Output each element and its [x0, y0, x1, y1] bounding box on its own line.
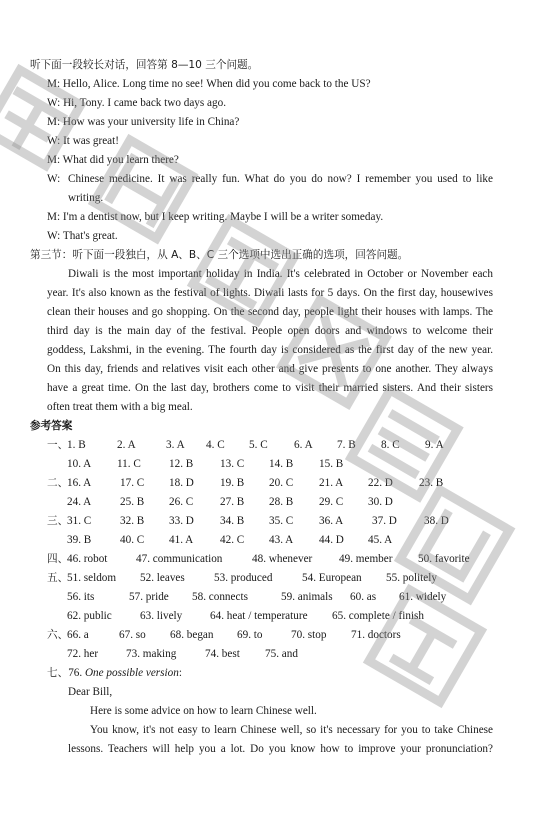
dialogue-line	[47, 134, 119, 148]
answer-item: 9. A	[425, 439, 444, 451]
answer-item: 53. produced	[214, 572, 273, 584]
answer-item: 73. making	[126, 648, 177, 660]
utterance: Hello, Alice. Long time no see! When did you come back to the US?	[62, 78, 371, 90]
answer-item: 4. C	[206, 439, 225, 451]
answer-item: 61. widely	[399, 591, 447, 603]
answer-prefix: 四、	[47, 553, 69, 565]
monologue-line: On this day, friends and relatives visit each other and give presents to one another. They always	[47, 363, 493, 375]
answer-item: 35. C	[269, 515, 294, 527]
answer-item: 63. lively	[140, 610, 183, 622]
answer-item: 7. B	[337, 439, 356, 451]
answer-item: 33. D	[169, 515, 194, 527]
answer-item: 17. C	[120, 477, 145, 489]
answer-item: 65. complete / finish	[332, 610, 424, 622]
monologue-line: Diwali is the most important holiday in India. It's celebrated in October or November each	[68, 268, 493, 280]
answer-item: 70. stop	[291, 629, 327, 641]
answer-item: 16. A	[67, 477, 92, 489]
monologue-line: year. It's also known as the festival of lights. Diwali lasts for 5 days. On the first day, housewives	[47, 287, 493, 299]
answer-item: 50. favorite	[418, 553, 470, 565]
section-3-header: 第三节：听下面一段独白，从 A、B、C 三个选项中选出正确的选项，回答问题。	[30, 249, 409, 261]
answer-item: 39. B	[67, 534, 92, 546]
letter-line: You know, it's not easy to learn Chinese well, so it's necessary for you to take Chinese	[90, 724, 493, 736]
monologue-line: clean their houses and go shopping. On the second day, people light their houses with lamps. The	[47, 306, 493, 318]
answer-item: 24. A	[67, 496, 92, 508]
answer-item: 29. C	[319, 496, 344, 508]
speaker: M:	[47, 78, 61, 90]
version-label: One possible version	[84, 667, 179, 679]
answer-item: 57. pride	[129, 591, 169, 603]
answer-item: 28. B	[269, 496, 294, 508]
answer-item: 74. best	[205, 648, 240, 660]
answer-item: 68. began	[170, 629, 214, 641]
answer-item: 40. C	[120, 534, 145, 546]
answer-item: 49. member	[339, 553, 393, 565]
answer-item: 10. A	[67, 458, 92, 470]
speaker: M:	[47, 154, 61, 166]
answer-item: 69. to	[237, 629, 263, 641]
answer-item: 51. seldom	[67, 572, 117, 584]
monologue-line: often treat them with a big meal.	[47, 401, 193, 413]
answer-prefix: 五、	[47, 572, 69, 584]
answer-item: 62. public	[67, 610, 112, 622]
dialogue-line	[47, 210, 383, 224]
answer-item: 25. B	[120, 496, 145, 508]
answer-item: 2. A	[117, 439, 136, 451]
answer-item: 11. C	[117, 458, 141, 470]
answer-item: 8. C	[381, 439, 400, 451]
answer-item: 14. B	[269, 458, 294, 470]
answer-item: 5. C	[249, 439, 268, 451]
answer-item: 21. A	[319, 477, 344, 489]
dialogue-line	[47, 153, 179, 167]
answer-item: 54. European	[302, 572, 362, 584]
colon: :	[178, 667, 182, 679]
monologue-line: third day is the main day of the festival. People open doors and windows to welcome their	[47, 325, 493, 337]
answer-item: 64. heat / temperature	[210, 610, 308, 622]
answer-item: 55. politely	[386, 572, 437, 584]
answer-prefix: 三、	[47, 515, 69, 527]
letter-line: lessons. Teachers will help you a lot. Do you know how to improve your pronunciation?	[68, 743, 493, 755]
answer-item: 32. B	[120, 515, 145, 527]
utterance: It was great!	[63, 135, 119, 147]
answer-item: 18. D	[169, 477, 194, 489]
letter-line: Here is some advice on how to learn Chinese well.	[90, 705, 317, 717]
answer-item: 1. B	[67, 439, 86, 451]
speaker: M:	[47, 211, 61, 223]
answer-item: 48. whenever	[252, 553, 313, 565]
essay-heading	[47, 666, 182, 680]
answer-item: 19. B	[220, 477, 245, 489]
answer-item: 30. D	[368, 496, 393, 508]
monologue-line: have a great time. On the last day, brothers come to visit their married sisters. And their sisters	[47, 382, 493, 394]
answer-prefix: 七、	[47, 667, 69, 679]
answer-item: 71. doctors	[351, 629, 401, 641]
answer-item: 56. its	[67, 591, 95, 603]
answer-item: 59. animals	[281, 591, 333, 603]
utterance: How was your university life in China?	[62, 116, 240, 128]
utterance-continuation: writing.	[68, 192, 104, 204]
answer-item: 3. A	[166, 439, 185, 451]
answer-item: 37. D	[372, 515, 397, 527]
monologue-line: goddess, Lakshmi, in the evening. The fourth day is considered as the first day of the new year.	[47, 344, 493, 356]
answer-item: 34. B	[220, 515, 245, 527]
answer-item: 36. A	[319, 515, 344, 527]
dialogue-line	[47, 115, 239, 129]
dialogue-line	[47, 229, 118, 243]
dialogue-line	[47, 77, 371, 91]
answer-item: 23. B	[419, 477, 444, 489]
dialogue-line	[47, 96, 226, 110]
answer-item: 27. B	[220, 496, 245, 508]
answer-item: 38. D	[424, 515, 449, 527]
speaker: W:	[47, 135, 61, 147]
utterance: That's great.	[62, 230, 118, 242]
answer-item: 41. A	[169, 534, 194, 546]
answer-item: 67. so	[119, 629, 146, 641]
answer-item: 13. C	[220, 458, 245, 470]
answer-item: 72. her	[67, 648, 99, 660]
answer-item: 15. B	[319, 458, 344, 470]
answer-item: 45. A	[368, 534, 393, 546]
speaker: W:	[47, 230, 61, 242]
answer-item: 26. C	[169, 496, 194, 508]
section-2-header: 听下面一段较长对话，回答第 8—10 三个问题。	[30, 59, 259, 71]
answer-item: 12. B	[169, 458, 194, 470]
answers-title: 参考答案	[30, 420, 73, 432]
answer-item: 47. communication	[136, 553, 223, 565]
answer-item: 43. A	[269, 534, 294, 546]
answer-item: 52. leaves	[140, 572, 185, 584]
utterance: Hi, Tony. I came back two days ago.	[63, 97, 227, 109]
answer-item: 42. C	[220, 534, 245, 546]
dialogue-speaker: W:	[47, 173, 61, 185]
answer-item: 22. D	[368, 477, 393, 489]
answer-item: 20. C	[269, 477, 294, 489]
answer-item: 46. robot	[67, 553, 108, 565]
answer-item: 6. A	[294, 439, 313, 451]
question-number: 76.	[68, 667, 83, 679]
speaker: M:	[47, 116, 61, 128]
answer-prefix: 六、	[47, 629, 69, 641]
answer-item: 44. D	[319, 534, 344, 546]
answer-item: 66. a	[67, 629, 89, 641]
answer-item: 75. and	[265, 648, 298, 660]
answer-prefix: 一、	[47, 439, 69, 451]
letter-greeting: Dear Bill,	[68, 686, 113, 698]
utterance: I'm a dentist now, but I keep writing. Maybe I will be a writer someday.	[62, 211, 384, 223]
answer-item: 58. connects	[192, 591, 248, 603]
utterance: Chinese medicine. It was really fun. What do you do now? I remember you used to like	[68, 173, 493, 185]
answer-prefix: 二、	[47, 477, 69, 489]
answer-item: 31. C	[67, 515, 92, 527]
speaker: W:	[47, 97, 61, 109]
answer-item: 60. as	[350, 591, 377, 603]
utterance: What did you learn there?	[62, 154, 179, 166]
